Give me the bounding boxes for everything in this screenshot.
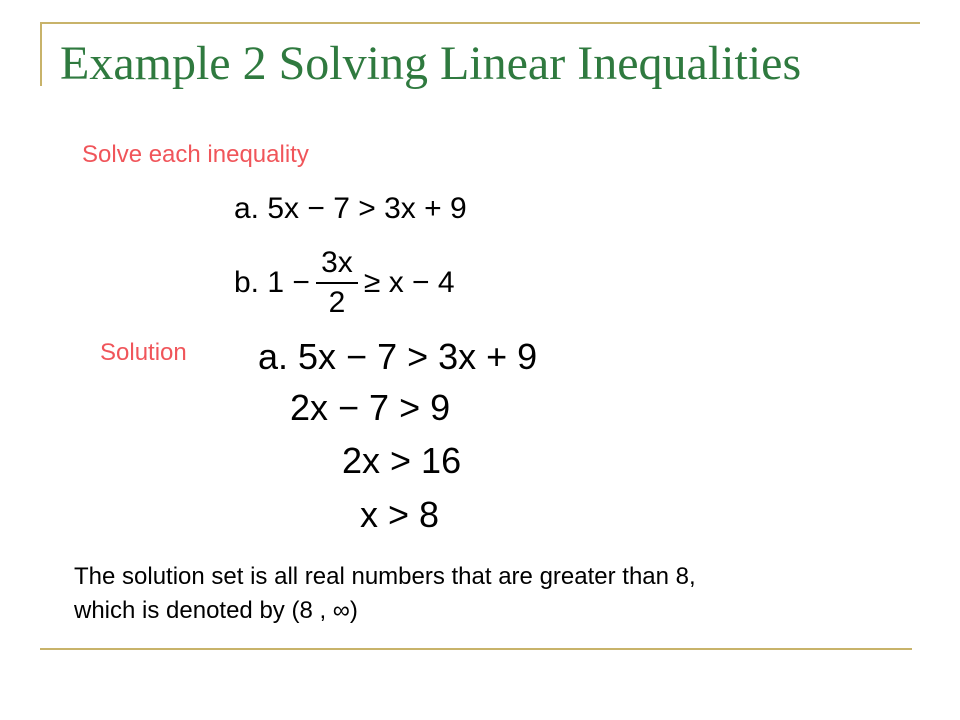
- solution-label: Solution: [100, 339, 187, 366]
- problem-a: a. 5x − 7 > 3x + 9: [234, 192, 467, 225]
- slide-title: Example 2 Solving Linear Inequalities: [60, 37, 802, 90]
- instruction-text: Solve each inequality: [82, 141, 309, 168]
- problem-b-prefix: b. 1 −: [234, 266, 310, 299]
- conclusion-text: [74, 560, 914, 628]
- bottom-rule: [40, 648, 912, 650]
- solution-step-4: x > 8: [360, 494, 440, 535]
- problem-b-fraction: [316, 246, 358, 320]
- top-rule: [40, 22, 920, 24]
- problem-b-suffix: ≥ x − 4: [363, 266, 455, 299]
- problem-b: [234, 246, 455, 320]
- solution-step-2: 2x − 7 > 9: [290, 387, 451, 428]
- solution-step-1: a. 5x − 7 > 3x + 9: [258, 336, 538, 377]
- fraction-numerator: 3x: [321, 246, 353, 279]
- solution-step-3: 2x > 16: [342, 440, 462, 481]
- conclusion-line-2: which is denoted by (8 , ∞): [74, 597, 358, 624]
- left-rule: [40, 22, 42, 86]
- conclusion-line-1: The solution set is all real numbers that are greater than 8,: [74, 563, 696, 590]
- fraction-denominator: 2: [328, 286, 346, 319]
